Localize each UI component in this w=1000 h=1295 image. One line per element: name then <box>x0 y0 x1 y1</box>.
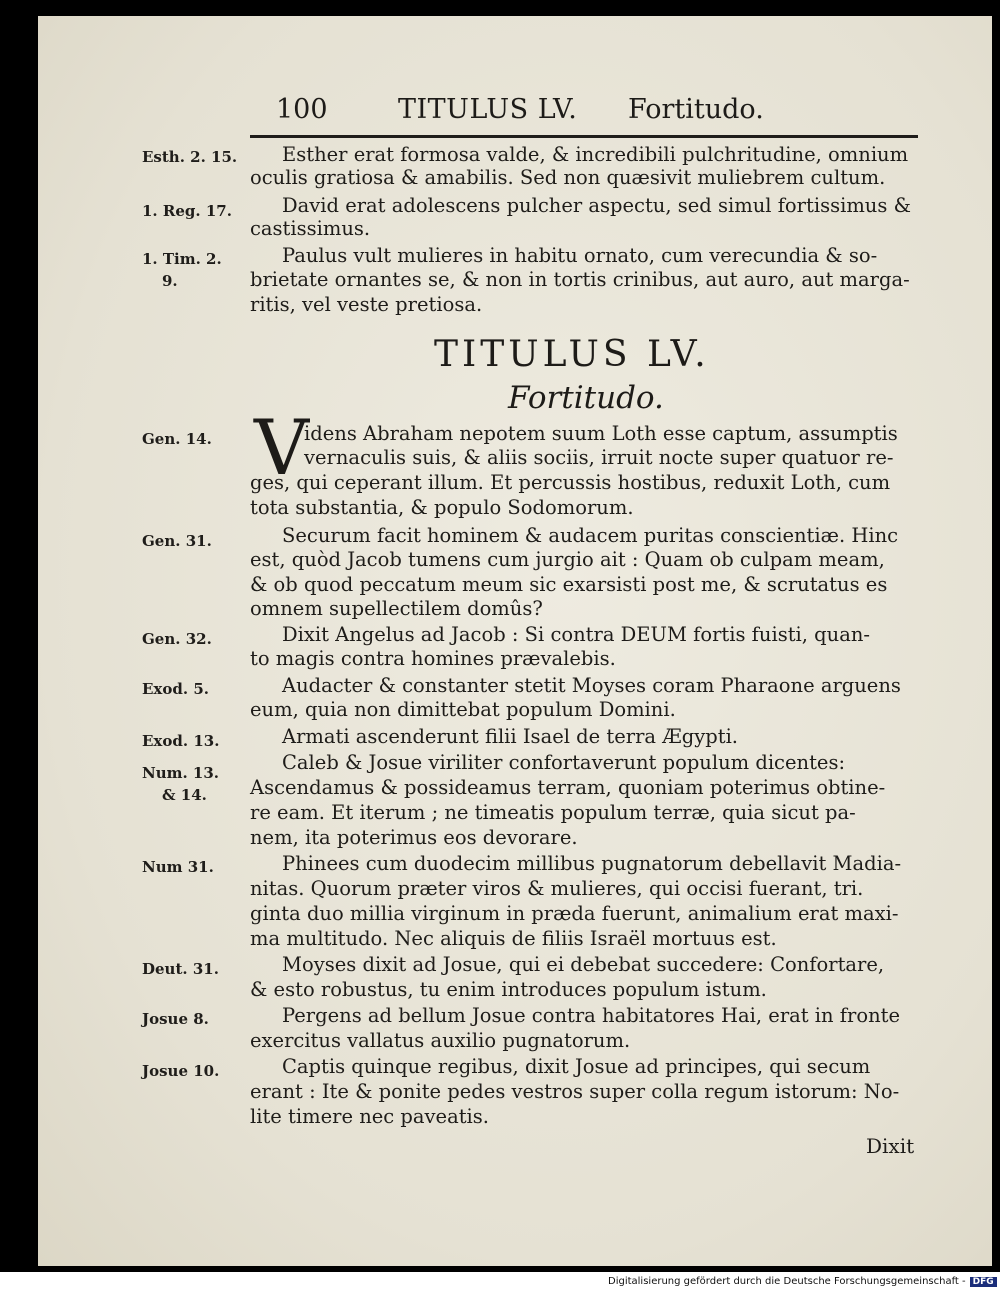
section-subtitle: Fortitudo. <box>508 380 664 416</box>
margin-ref: Esth. 2. 15. <box>142 148 238 166</box>
margin-ref: Exod. 5. <box>142 680 209 698</box>
text-line: idens Abraham nepotem suum Loth esse captum, assumptis <box>304 422 898 445</box>
text-line: nitas. Quorum præter viros & mulieres, qui occisi fuerant, tri. <box>250 877 864 900</box>
margin-ref: & 14. <box>162 786 207 804</box>
margin-ref: Deut. 31. <box>142 960 219 978</box>
text-line: tota substantia, & populo Sodomorum. <box>250 496 634 519</box>
text-line: to magis contra homines prævalebis. <box>250 647 616 670</box>
margin-ref: Gen. 14. <box>142 430 212 448</box>
text-line: Securum facit hominem & audacem puritas conscientiæ. Hinc <box>282 524 899 547</box>
text-line: oculis gratiosa & amabilis. Sed non quæsivit muliebrem cultum. <box>250 166 886 189</box>
dfg-logo: DFG <box>970 1277 997 1287</box>
text-line: Dixit Angelus ad Jacob : Si contra DEUM fortis fuisti, quan- <box>282 623 870 646</box>
page-number: 100 <box>276 94 328 125</box>
section-title: TITULUS LV. <box>434 334 710 375</box>
text-line: ges, qui ceperant illum. Et percussis hostibus, reduxit Loth, cum <box>250 471 891 494</box>
text-line: Moyses dixit ad Josue, qui ei debebat succedere: Confortare, <box>282 953 885 976</box>
running-head-subject: Fortitudo. <box>628 94 764 125</box>
text-line: brietate ornantes se, & non in tortis crinibus, aut auro, aut marga- <box>250 268 910 291</box>
text-line: re eam. Et iterum ; ne timeatis populum terræ, quia sicut pa- <box>250 801 856 824</box>
drop-cap: V <box>254 403 309 492</box>
margin-ref: Gen. 31. <box>142 532 212 550</box>
text-line: vernaculis suis, & aliis sociis, irruit nocte super quatuor re- <box>304 446 894 469</box>
margin-ref: 1. Tim. 2. <box>142 250 222 268</box>
text-line: Armati ascenderunt filii Isael de terra Ægypti. <box>282 725 739 748</box>
head-rule <box>250 135 918 138</box>
text-line: ritis, vel veste pretiosa. <box>250 293 483 316</box>
text-line: Caleb & Josue viriliter confortaverunt populum dicentes: <box>282 751 846 774</box>
margin-ref: Josue 10. <box>142 1062 220 1080</box>
text-line: ma multitudo. Nec aliquis de filiis Israël mortuus est. <box>250 927 777 950</box>
text-line: eum, quia non dimittebat populum Domini. <box>250 698 676 721</box>
footer-text: Digitalisierung gefördert durch die Deutsche Forschungsgemeinschaft - <box>608 1276 966 1287</box>
footer-credit <box>608 1276 996 1292</box>
margin-ref: Num. 13. <box>142 764 220 782</box>
text-line: Ascendamus & possideamus terram, quoniam poterimus obtine- <box>250 776 886 799</box>
text-line: erant : Ite & ponite pedes vestros super colla regum istorum: No- <box>250 1080 900 1103</box>
text-line: castissimus. <box>250 217 371 240</box>
margin-ref: 9. <box>162 272 178 290</box>
margin-ref: Num 31. <box>142 858 214 876</box>
text-line: est, quòd Jacob tumens cum jurgio ait : Quam ob culpam meam, <box>250 548 885 571</box>
text-line: Esther erat formosa valde, & incredibili pulchritudine, omnium <box>282 143 909 166</box>
text-line: nem, ita poterimus eos devorare. <box>250 826 578 849</box>
text-line: Paulus vult mulieres in habitu ornato, cum verecundia & so- <box>282 244 878 267</box>
margin-ref: Josue 8. <box>142 1010 209 1028</box>
text-line: & esto robustus, tu enim introduces populum istum. <box>250 978 767 1001</box>
margin-ref: Gen. 32. <box>142 630 212 648</box>
text-line: Phinees cum duodecim millibus pugnatorum debellavit Madia- <box>282 852 902 875</box>
text-line: exercitus vallatus auxilio pugnatorum. <box>250 1029 631 1052</box>
text-line: omnem supellectilem domûs? <box>250 597 543 620</box>
catchword: Dixit <box>866 1134 915 1158</box>
text-line: & ob quod peccatum meum sic exarsisti post me, & scrutatus es <box>250 573 888 596</box>
text-line: Audacter & constanter stetit Moyses coram Pharaone arguens <box>282 674 901 697</box>
margin-ref: Exod. 13. <box>142 732 220 750</box>
text-line: lite timere nec paveatis. <box>250 1105 489 1128</box>
text-line: David erat adolescens pulcher aspectu, sed simul fortissimus & <box>282 194 911 217</box>
running-head-title: TITULUS LV. <box>398 94 578 125</box>
margin-ref: 1. Reg. 17. <box>142 202 232 220</box>
text-line: Captis quinque regibus, dixit Josue ad principes, qui secum <box>282 1055 871 1078</box>
text-line: Pergens ad bellum Josue contra habitatores Hai, erat in fronte <box>282 1004 901 1027</box>
text-line: ginta duo millia virginum in præda fuerunt, animalium erat maxi- <box>250 902 899 925</box>
book-page <box>38 16 992 1266</box>
running-head <box>276 94 796 134</box>
